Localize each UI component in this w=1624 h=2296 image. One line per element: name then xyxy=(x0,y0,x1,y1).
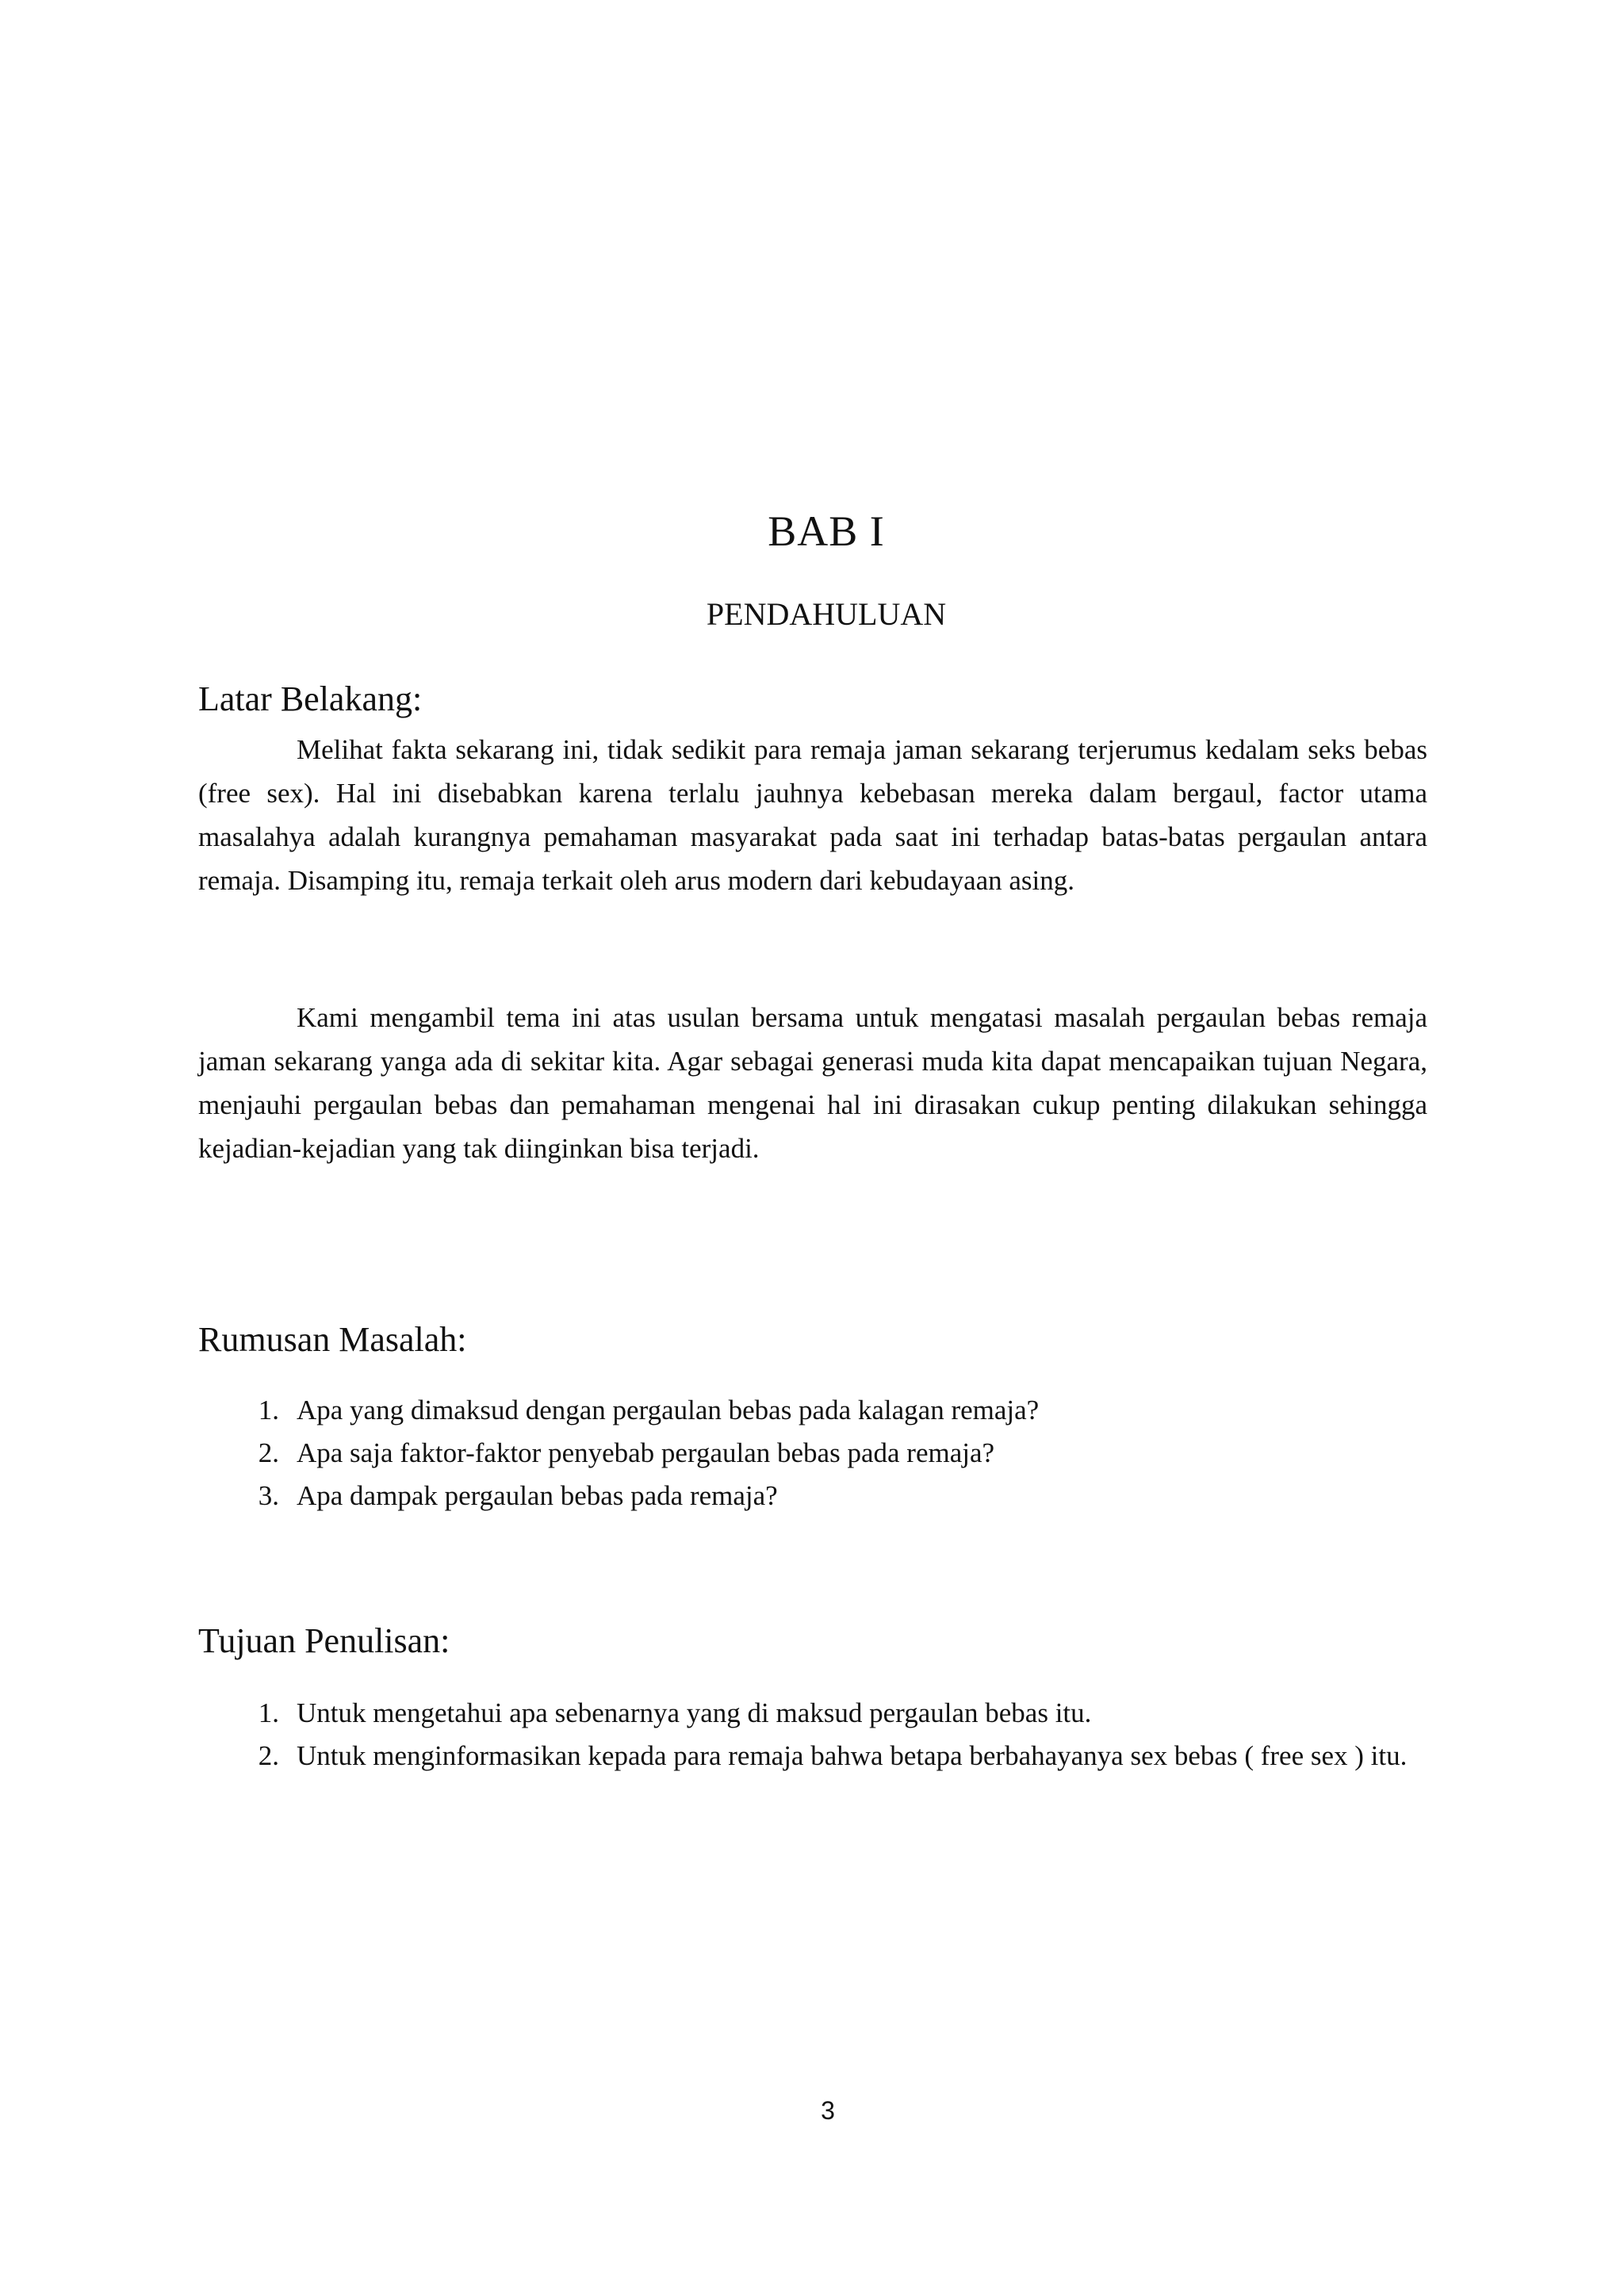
list-item xyxy=(198,1735,1427,1777)
list-item-number: 1. xyxy=(258,1395,279,1425)
chapter-subtitle: PENDAHULUAN xyxy=(706,596,947,632)
list-item-number: 3. xyxy=(258,1480,279,1511)
list-item-text: Apa dampak pergaulan bebas pada remaja? xyxy=(297,1480,778,1511)
tujuan-penulisan-list xyxy=(198,1692,1427,1777)
section-heading-rumusan-masalah: Rumusan Masalah: xyxy=(198,1320,467,1359)
list-item xyxy=(198,1389,1427,1432)
section-heading-latar-belakang: Latar Belakang: xyxy=(198,679,423,718)
section-heading-tujuan-penulisan: Tujuan Penulisan: xyxy=(198,1621,450,1660)
list-item-number: 2. xyxy=(258,1437,279,1468)
list-item-text: Untuk mengetahui apa sebenarnya yang di maksud pergaulan bebas itu. xyxy=(297,1697,1092,1728)
list-item-text: Apa saja faktor-faktor penyebab pergaulan bebas pada remaja? xyxy=(297,1437,995,1468)
list-item-text: Untuk menginformasikan kepada para remaja bahwa betapa berbahayanya sex bebas ( free sex ) itu. xyxy=(297,1740,1408,1771)
paragraph-latar-belakang-1: Melihat fakta sekarang ini, tidak sedikit para remaja jaman sekarang terjerumus kedalam seks bebas (free sex). Hal ini disebabkan karena terlalu jauhnya kebebasan mereka dalam bergaul, factor utama masalahya adalah kurangnya pemahaman masyarakat pada saat ini terhadap batas-batas pergaulan antara remaja. Disamping itu, remaja terkait oleh arus modern dari kebudayaan asing. xyxy=(198,734,1427,896)
list-item xyxy=(198,1475,1427,1517)
page-number: 3 xyxy=(821,2096,835,2125)
list-item xyxy=(198,1692,1427,1735)
list-item-number: 1. xyxy=(258,1697,279,1728)
list-item-number: 2. xyxy=(258,1740,279,1771)
chapter-title: BAB I xyxy=(768,507,885,555)
list-item xyxy=(198,1432,1427,1475)
rumusan-masalah-list xyxy=(198,1389,1427,1517)
paragraph-latar-belakang-2: Kami mengambil tema ini atas usulan bersama untuk mengatasi masalah pergaulan bebas remaja jaman sekarang yanga ada di sekitar kita. Agar sebagai generasi muda kita dapat mencapaikan tujuan Negara, menjauhi pergaulan bebas dan pemahaman mengenai hal ini dirasakan cukup penting dilakukan sehingga kejadian-kejadian yang tak diinginkan bisa terjadi. xyxy=(198,1002,1427,1164)
list-item-text: Apa yang dimaksud dengan pergaulan bebas pada kalagan remaja? xyxy=(297,1395,1040,1425)
